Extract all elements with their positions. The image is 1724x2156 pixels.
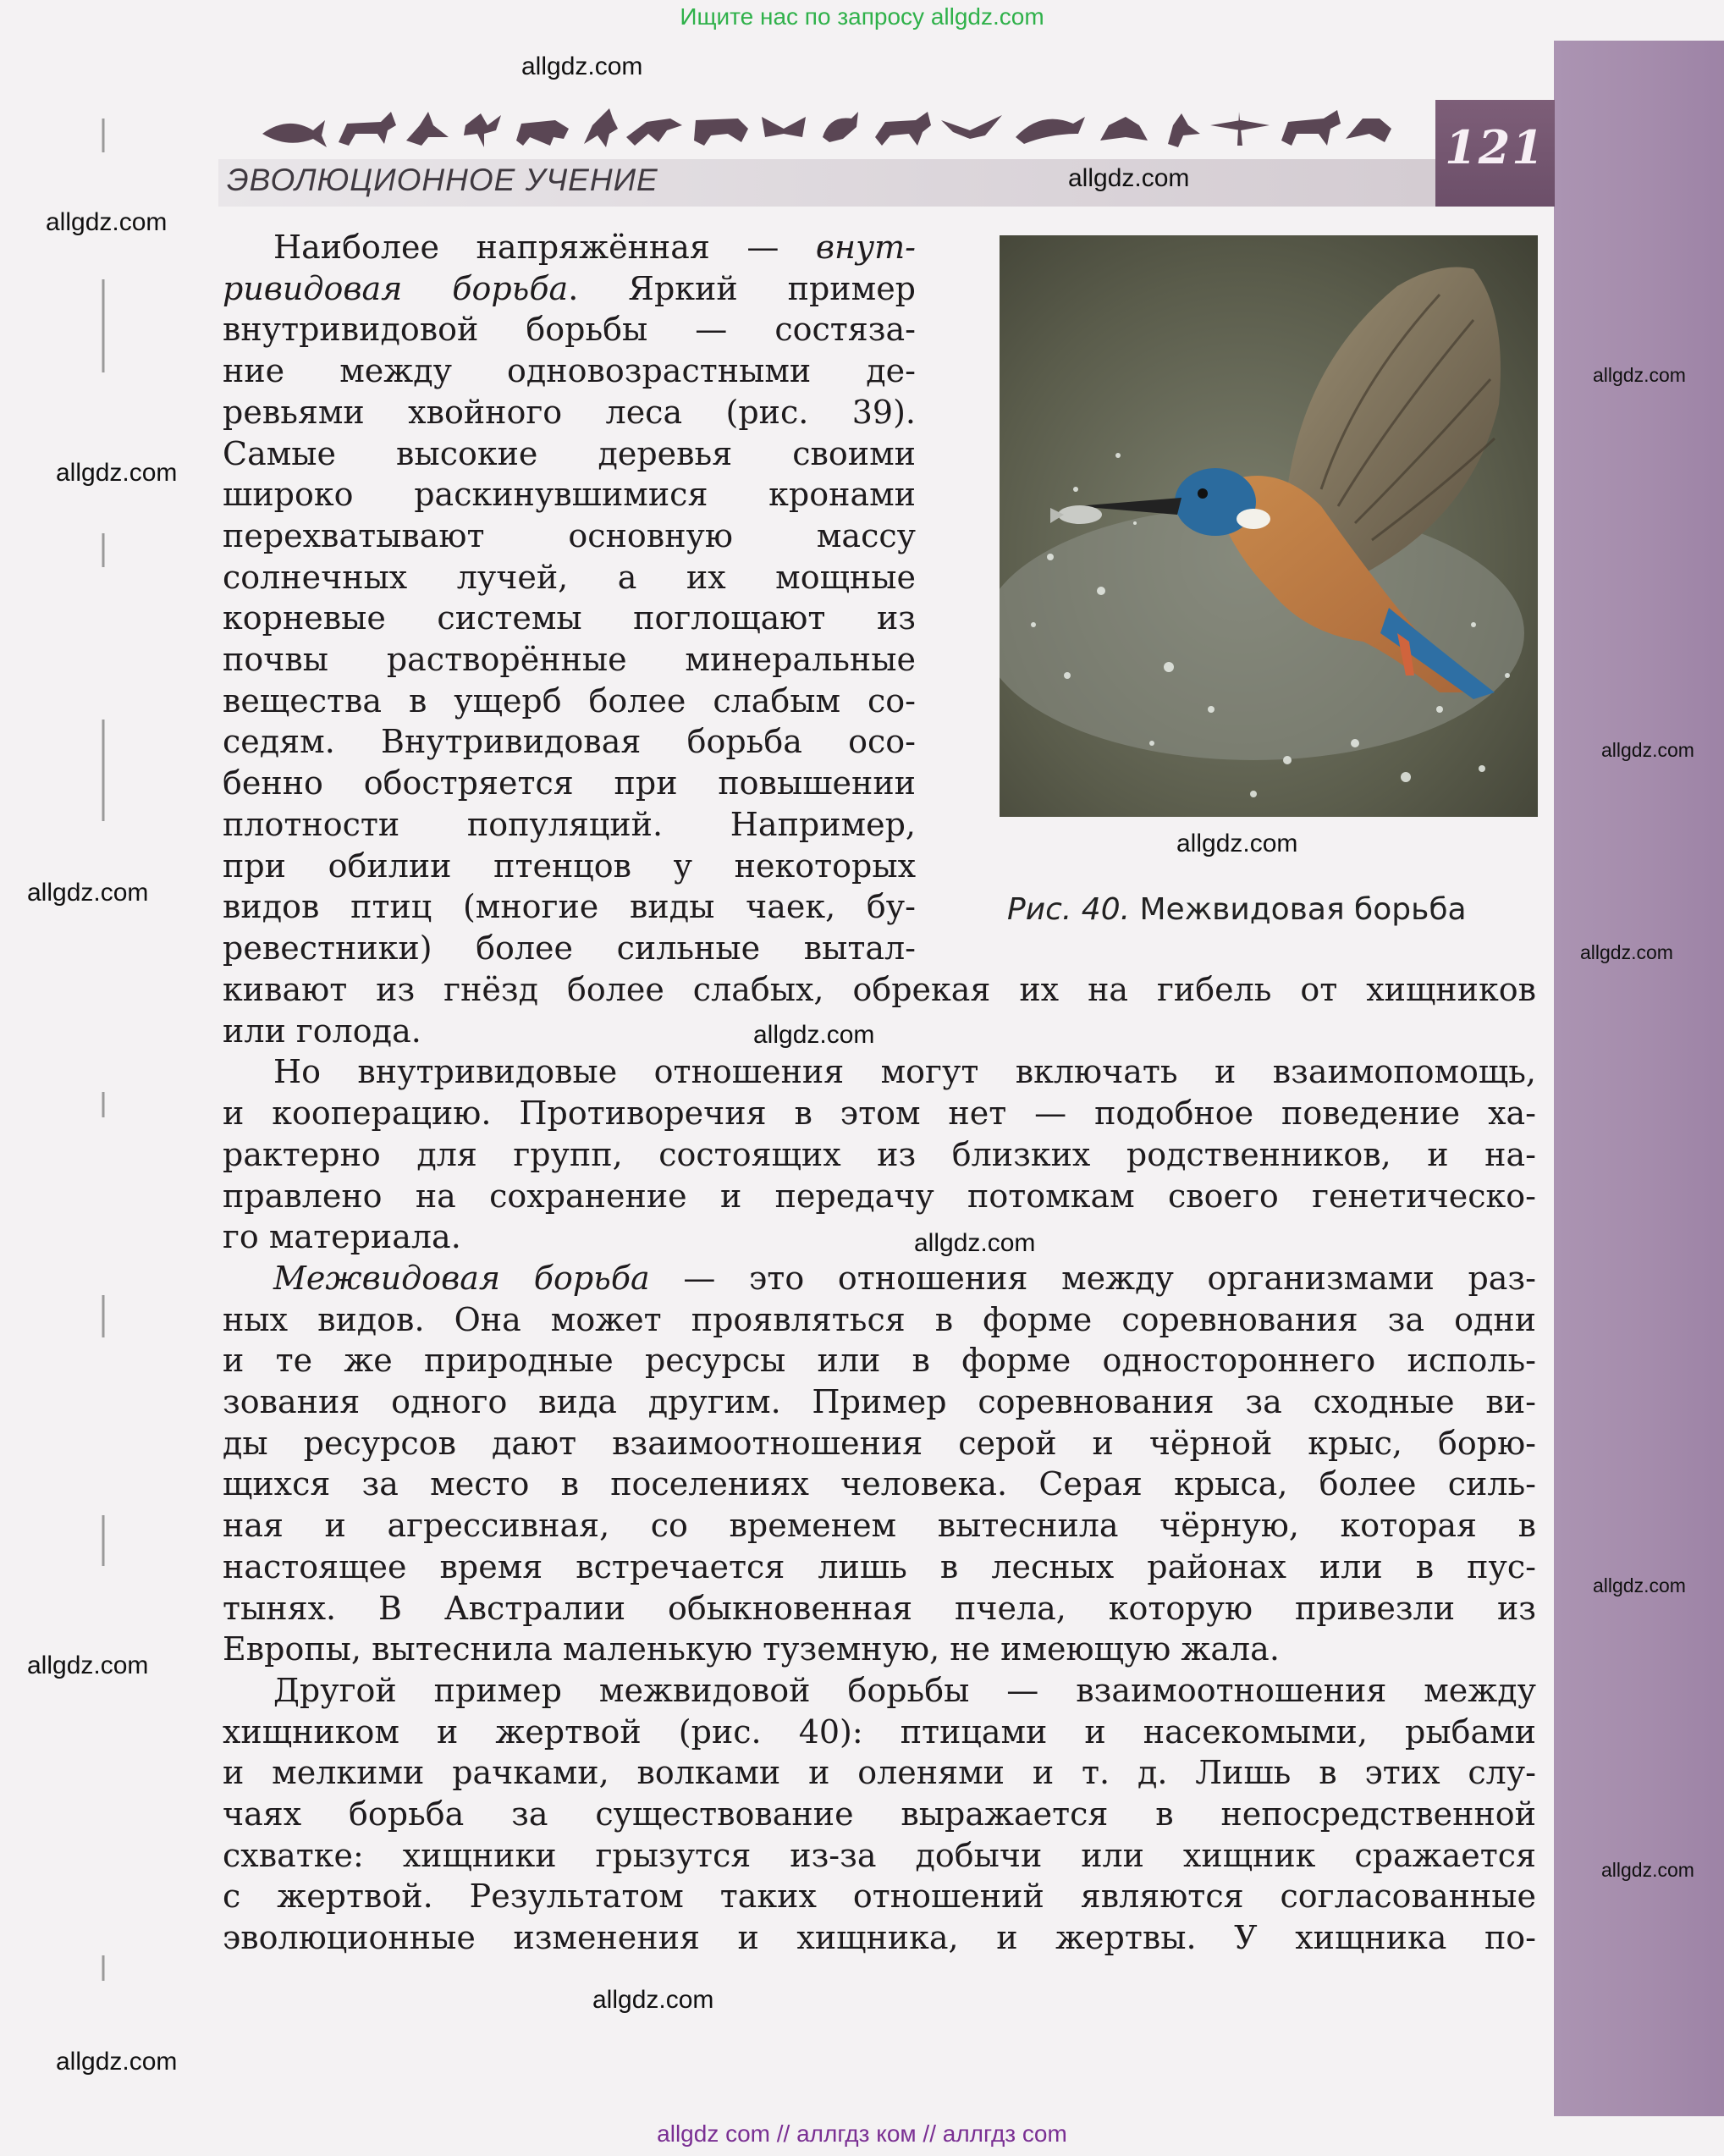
binding-marks — [100, 93, 107, 2108]
text-line: чаях борьба за существование выражается в непосредственной — [223, 1795, 1536, 1833]
paragraph-1-column — [223, 227, 916, 969]
scorpion-icon — [823, 112, 858, 142]
bird-icon — [406, 112, 449, 146]
watermark: allgdz.com — [1593, 364, 1686, 386]
text-line: седям. Внутривидовая борьба осо- — [223, 723, 916, 761]
horse-icon — [1281, 110, 1341, 146]
running-animal-icon — [626, 119, 682, 146]
caption-text: Межвидовая борьба — [1130, 892, 1467, 927]
watermark: allgdz.com — [27, 1651, 149, 1679]
watermark: allgdz.com — [753, 1021, 875, 1049]
beetle-icon — [1100, 117, 1148, 141]
text-line: хищником и жертвой (рис. 40): птицами и насекомыми, рыбами — [223, 1712, 1536, 1751]
text-line: с жертвой. Результатом таких отношений являются согласованные — [223, 1878, 1536, 1916]
text-line: рактерно для групп, состоящих из близких родственников, и на- — [223, 1135, 1536, 1173]
bottom-banner: allgdz com // аллгдз ком // аллгдз com — [657, 2120, 1067, 2147]
text-line: ных видов. Она может проявляться в форме соревнования за одни — [223, 1300, 1536, 1338]
watermark: allgdz.com — [27, 879, 149, 907]
paragraph-full-width — [223, 969, 1536, 1959]
text-line: щихся за место в поселениях человека. Серая крыса, более силь- — [223, 1465, 1536, 1503]
insect-icon — [464, 113, 501, 147]
dragonfly-icon — [1210, 112, 1270, 146]
text-line: или голода. — [223, 1012, 421, 1050]
text-line: ная и агрессивная, со временем вытеснила чёрную, которая в — [223, 1507, 1536, 1545]
side-strip — [1554, 41, 1724, 2116]
deer-icon — [584, 108, 618, 147]
section-title: ЭВОЛЮЦИОННОЕ УЧЕНИЕ — [227, 163, 658, 197]
text-line: го материала. — [223, 1218, 461, 1256]
text-line: схватке: хищники грызутся из-за добычи или хищник сражается — [223, 1836, 1536, 1874]
text-line: и кооперацию. Противоречия в этом нет — подобное поведение ха- — [223, 1095, 1536, 1133]
kingfisher-photo — [1000, 235, 1538, 817]
text-line: видов птиц (многие виды чаек, бу- — [223, 888, 916, 926]
text-line: ревьями хвойного леса (рис. 39). — [223, 393, 916, 431]
text-line: внутривидовой борьбы — состяза- — [223, 311, 916, 349]
watermark: allgdz.com — [1176, 830, 1298, 857]
watermark: allgdz.com — [592, 1986, 714, 2014]
watermark: allgdz.com — [1593, 1574, 1686, 1596]
dolphin-icon — [1016, 117, 1085, 144]
text-line: солнечных лучей, а их мощные — [223, 558, 916, 596]
text-line: и мелкими рачками, волками и оленями и т. д. Лишь в этих слу- — [223, 1754, 1536, 1792]
text-line: вещества в ущерб более слабым со- — [223, 681, 916, 720]
text-line: ние между одновозрастными де- — [223, 352, 916, 390]
text-line: бенно обостряется при повышении — [223, 764, 916, 802]
text-line: настоящее время встречается лишь в лесных районах или в пус- — [223, 1547, 1536, 1585]
flying-bird-icon — [941, 115, 1002, 139]
text-line: ды ресурсов дают взаимоотношения серой и чёрной крыс, борю- — [223, 1424, 1536, 1462]
bison-icon — [694, 119, 748, 146]
text-line: эволюционные изменения и хищника, и жертвы. У хищника по- — [223, 1919, 1536, 1957]
top-banner: Ищите нас по запросу allgdz.com — [680, 3, 1044, 30]
text-line: Самые высокие деревья своими — [223, 434, 916, 472]
watermark: allgdz.com — [1068, 164, 1190, 192]
heron-icon — [1168, 113, 1200, 147]
text-line: корневые системы поглощают из — [223, 599, 916, 637]
text-line: широко раскинувшимися кронами — [223, 476, 916, 514]
animal-silhouettes-decoration — [254, 100, 1413, 152]
cat-icon — [875, 112, 931, 146]
text-line: правлено на сохранение и передачу потомкам своего генетическо- — [223, 1177, 1536, 1215]
fish-icon — [262, 120, 327, 147]
watermark: allgdz.com — [521, 52, 643, 80]
fox-icon — [1346, 119, 1391, 142]
text-line: кивают из гнёзд более слабых, обрекая их на гибель от хищников — [223, 971, 1536, 1008]
text-line: Другой пример межвидовой борьбы — взаимоотношения между — [273, 1671, 1536, 1709]
boar-icon — [516, 120, 569, 146]
watermark: allgdz.com — [56, 459, 178, 487]
watermark: allgdz.com — [46, 208, 168, 236]
caption-label: Рис. 40. — [1007, 892, 1131, 927]
butterfly-icon — [762, 117, 806, 137]
figure-caption — [1007, 892, 1467, 927]
text-line: Межвидовая борьба — это отношения между организмами раз- — [273, 1259, 1536, 1297]
text-line: перехватывают основную массу — [223, 516, 916, 554]
text-line: плотности популяций. Например, — [223, 805, 916, 843]
watermark: allgdz.com — [1601, 739, 1694, 761]
text-line: Но внутривидовые отношения могут включать и взаимопомощь, — [273, 1053, 1536, 1091]
watermark: allgdz.com — [1580, 941, 1673, 963]
text-line: ривидовая борьба. Яркий пример — [223, 269, 917, 307]
watermark: allgdz.com — [1601, 1859, 1694, 1881]
wolf-icon — [339, 112, 396, 146]
text-line: Наиболее напряжённая — внут- — [273, 229, 916, 266]
text-line: почвы растворённые минеральные — [223, 641, 916, 679]
text-line: тынях. В Австралии обыкновенная пчела, которую привезли из — [223, 1589, 1536, 1627]
text-line: и те же природные ресурсы или в форме одностороннего исполь- — [223, 1342, 1536, 1380]
watermark: allgdz.com — [56, 2048, 178, 2076]
page-number: 121 — [1445, 120, 1545, 174]
text-line: зования одного вида другим. Пример соревнования за сходные ви- — [223, 1383, 1536, 1421]
watermark: allgdz.com — [914, 1229, 1036, 1257]
text-line: Европы, вытеснила маленькую туземную, не имеющую жала. — [223, 1630, 1280, 1668]
text-line: при обилии птенцов у некоторых — [223, 846, 916, 885]
text-line: ревестники) более сильные вытал- — [223, 929, 916, 967]
